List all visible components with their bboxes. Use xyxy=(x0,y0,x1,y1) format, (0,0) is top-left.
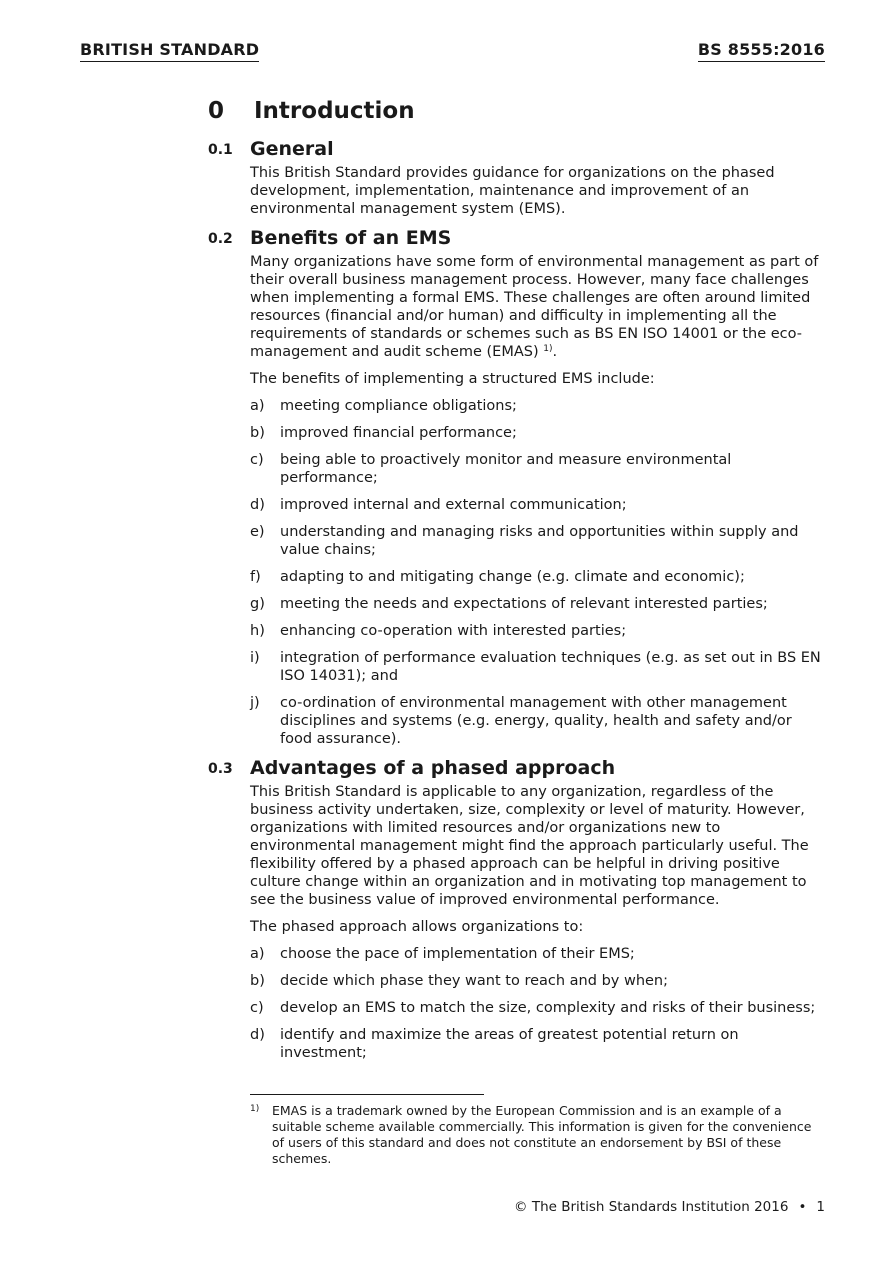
list-text: improved financial performance; xyxy=(280,425,517,441)
footnote-text: EMAS is a trademark owned by the European Commission and is an example of a suitable scheme available commercially. This information is given for the convenience of users of this standard and does not constitute an endorsement by BSI of these schemes. xyxy=(272,1103,812,1166)
list-label: h) xyxy=(250,623,265,639)
list-text: integration of performance evaluation techniques (e.g. as set out in BS EN ISO 14031); and xyxy=(280,650,821,684)
list-item xyxy=(250,694,828,748)
list-text: improved internal and external communication; xyxy=(280,497,627,513)
section-number: 0 xyxy=(208,98,225,124)
list-item xyxy=(250,945,828,963)
footnote-divider xyxy=(250,1094,484,1095)
list-item xyxy=(250,496,828,514)
section-title: General xyxy=(250,138,334,160)
paragraph: This British Standard provides guidance for organizations on the phased development, implementation, maintenance and improvement of an environmental management system (EMS). xyxy=(250,165,775,217)
list-text: co-ordination of environmental management with other management disciplines and systems (e.g. energy, quality, health and safety and/or food assurance). xyxy=(280,695,792,747)
list-text: adapting to and mitigating change (e.g. climate and economic); xyxy=(280,569,745,585)
list-item xyxy=(250,424,828,442)
document-body xyxy=(208,98,828,1071)
list-text: identify and maximize the areas of greatest potential return on investment; xyxy=(280,1027,739,1061)
section-title: Introduction xyxy=(254,98,415,124)
page-footer xyxy=(514,1199,825,1215)
benefits-list xyxy=(250,397,828,748)
list-item xyxy=(250,999,828,1017)
list-text: decide which phase they want to reach and by when; xyxy=(280,973,669,989)
page-number: 1 xyxy=(816,1199,825,1215)
list-text: choose the pace of implementation of their EMS; xyxy=(280,946,635,962)
paragraph: This British Standard is applicable to any organization, regardless of the business activity undertaken, size, complexity or level of maturity. However, organizations with limited resources and/or organizations new to environmental management might find the approach particularly useful. The flexibility offered by a phased approach can be helpful in driving positive culture change within an organization and in motivating top management to see the business value of improved environmental performance. xyxy=(250,784,809,908)
copyright-notice: © The British Standards Institution 2016 xyxy=(514,1199,789,1215)
list-item xyxy=(250,523,828,559)
section-title: Benefits of an EMS xyxy=(250,227,452,249)
section-heading-benefits xyxy=(208,227,828,253)
list-label: b) xyxy=(250,425,265,441)
list-item xyxy=(250,451,828,487)
list-text: develop an EMS to match the size, complexity and risks of their business; xyxy=(280,1000,816,1016)
list-label: g) xyxy=(250,596,265,612)
list-text: meeting compliance obligations; xyxy=(280,398,517,414)
section-number: 0.3 xyxy=(208,761,233,777)
list-text: enhancing co-operation with interested parties; xyxy=(280,623,627,639)
list-label: c) xyxy=(250,1000,264,1016)
section-body-general xyxy=(250,164,828,218)
list-label: i) xyxy=(250,650,260,666)
footnote xyxy=(250,1103,820,1167)
list-text: being able to proactively monitor and measure environmental performance; xyxy=(280,452,732,486)
list-item xyxy=(250,397,828,415)
paragraph: The benefits of implementing a structured EMS include: xyxy=(250,371,655,387)
list-label: b) xyxy=(250,973,265,989)
section-body-advantages xyxy=(250,783,828,1062)
list-label: a) xyxy=(250,398,265,414)
list-text: meeting the needs and expectations of relevant interested parties; xyxy=(280,596,768,612)
section-number: 0.2 xyxy=(208,231,233,247)
section-heading-introduction xyxy=(208,98,828,128)
list-label: f) xyxy=(250,569,261,585)
list-item xyxy=(250,568,828,586)
paragraph: The phased approach allows organizations to: xyxy=(250,919,584,935)
section-title: Advantages of a phased approach xyxy=(250,757,616,779)
header-standard-type: BRITISH STANDARD xyxy=(80,40,259,62)
list-label: a) xyxy=(250,946,265,962)
list-item xyxy=(250,622,828,640)
list-item xyxy=(250,595,828,613)
header-standard-number: BS 8555:2016 xyxy=(698,40,825,62)
paragraph xyxy=(250,253,828,361)
footnote-mark: 1) xyxy=(250,1104,260,1114)
paragraph-end: . xyxy=(552,344,558,360)
advantages-list xyxy=(250,945,828,1062)
paragraph-text: Many organizations have some form of environmental management as part of their overall business management process. However, many face challenges when implementing a formal EMS. These challenges are often around limited resources (financial and/or human) and difficulty in implementing all the requirements of standards or schemes such as BS EN ISO 14001 or the eco-management and audit scheme (EMAS) xyxy=(250,254,819,360)
section-number: 0.1 xyxy=(208,142,233,158)
list-text: understanding and managing risks and opportunities within supply and value chains; xyxy=(280,524,799,558)
footnote-reference[interactable]: 1) xyxy=(543,344,553,354)
list-label: d) xyxy=(250,1027,265,1043)
section-heading-advantages xyxy=(208,757,828,783)
section-body-benefits xyxy=(250,253,828,748)
list-item xyxy=(250,649,828,685)
section-heading-general xyxy=(208,138,828,164)
list-label: j) xyxy=(250,695,260,711)
list-label: d) xyxy=(250,497,265,513)
list-item xyxy=(250,1026,828,1062)
footer-bullet: • xyxy=(798,1199,807,1215)
list-label: e) xyxy=(250,524,265,540)
list-item xyxy=(250,972,828,990)
list-label: c) xyxy=(250,452,264,468)
